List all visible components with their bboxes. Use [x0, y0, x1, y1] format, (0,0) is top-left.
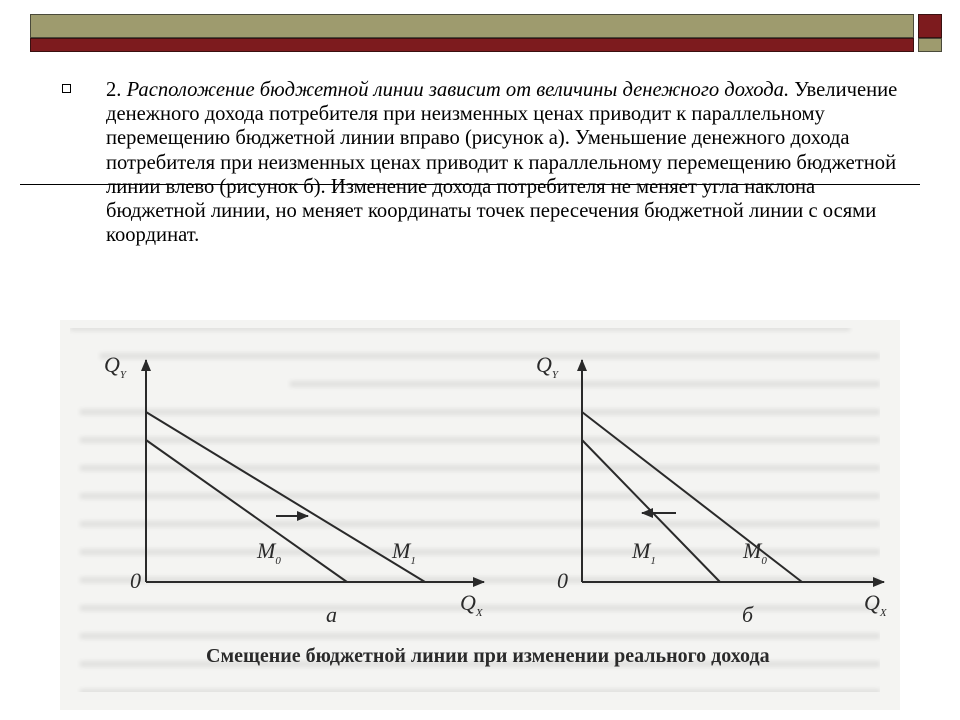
panel-a-label-m1: $M_1$: [392, 538, 416, 567]
figure-graphic: [60, 320, 900, 710]
title-stripe: [30, 38, 914, 52]
budget-line-figure: [60, 320, 900, 710]
panel-b-origin: 0: [557, 568, 568, 593]
title-band: [30, 14, 914, 38]
corner-square-top: [918, 14, 942, 38]
slide-paragraph: [106, 78, 916, 247]
paragraph-number: 2.: [106, 79, 122, 101]
square-bullet-icon: [62, 84, 71, 93]
panel-b-sublabel: б: [742, 602, 754, 627]
panel-b-label-m0: $M_0$: [743, 538, 767, 567]
panel-b-y-label: $Q_Y$: [536, 352, 559, 381]
panel-a-label-m0: $M_0$: [257, 538, 281, 567]
panel-b-label-m1: $M_1$: [632, 538, 656, 567]
corner-square-bottom: [918, 38, 942, 52]
panel-b-x-label: $Q_X$: [864, 590, 887, 619]
panel-a-y-label: $Q_Y$: [104, 352, 127, 381]
paragraph-lead: Расположение бюджетной линии зависит от величины денежного дохода: [126, 79, 784, 101]
paragraph-body: Увеличение денежного дохода потребителя при неизменных ценах приводит к параллельному перемещению бюджетной линии вправо (рисунок а). Уменьшение денежного дохода потребителя при неизменных ценах приводит к параллельному перемещению бюджетной линии влево (рисунок б). Изменение дохода потребителя не меняет угла наклона бюджетной линии, но меняет координаты точек пересечения бюджетной линии с осями координат.: [106, 79, 898, 247]
panel-a-origin: 0: [130, 568, 141, 593]
panel-a-x-label: $Q_X$: [460, 590, 483, 619]
paragraph-lead-end: .: [783, 79, 790, 101]
panel-a-sublabel: а: [326, 602, 337, 627]
figure-caption: Смещение бюджетной линии при изменении реального дохода: [206, 645, 770, 667]
